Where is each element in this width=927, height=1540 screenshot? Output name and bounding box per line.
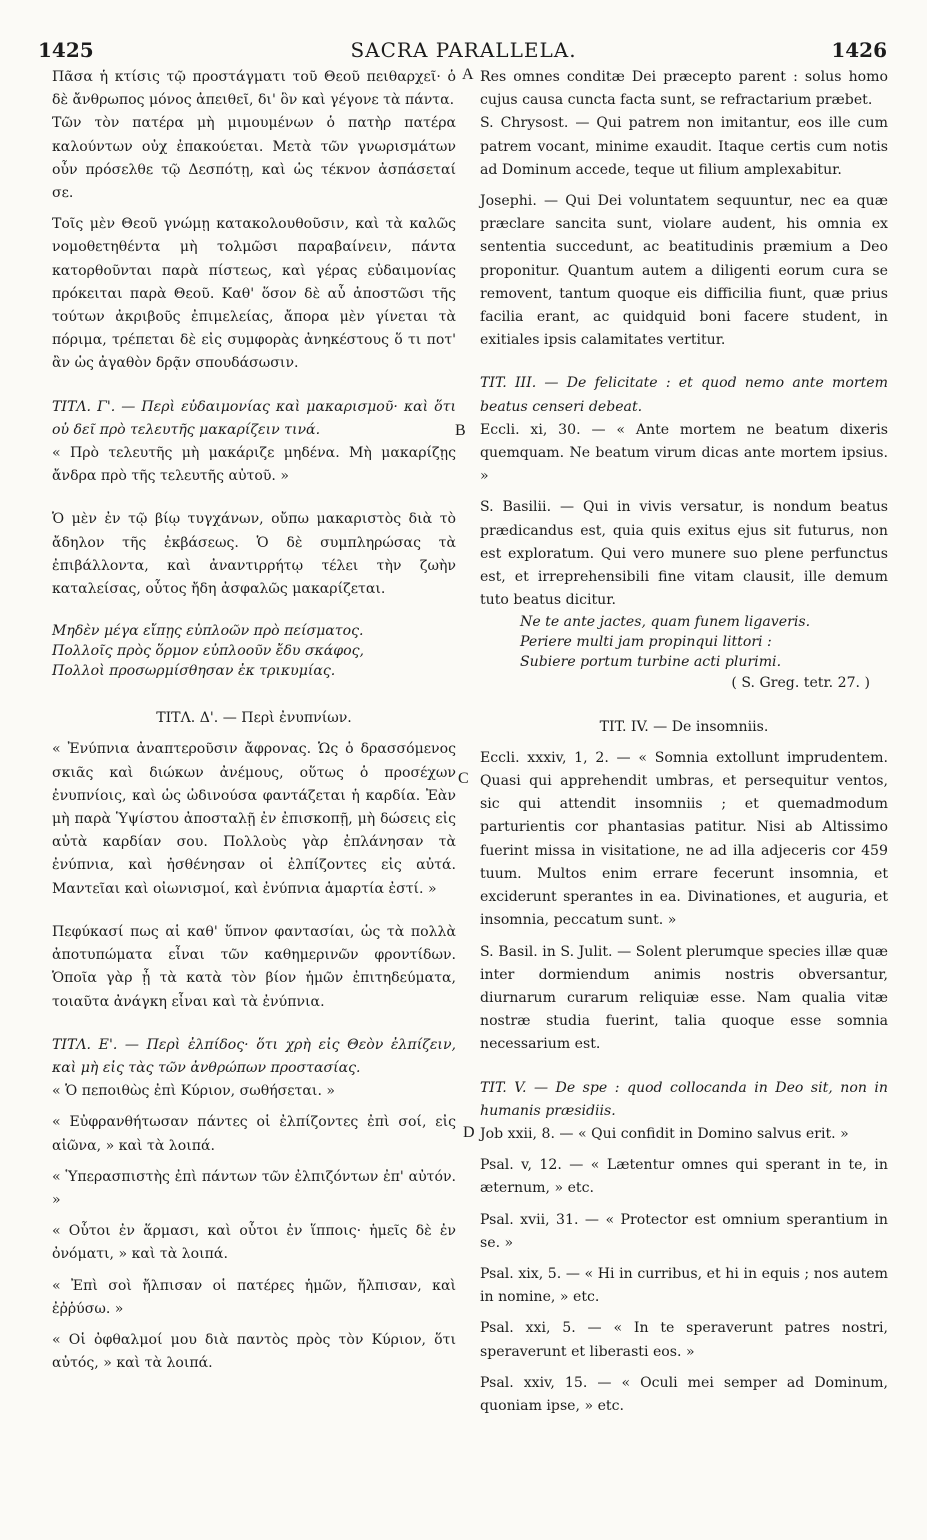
margin-letter-b: B (455, 422, 466, 439)
page-header (0, 0, 927, 64)
page-number-right: 1426 (831, 38, 887, 62)
greek-quotation: « Οἱ ὀφθαλμοί μου διὰ παντὸς πρὸς τὸν Κύριον, ὅτι αὐτός, » καὶ τὰ λοιπά. (52, 1331, 456, 1372)
greek-paragraph: Τοῖς μὲν Θεοῦ γνώμῃ κατακολουθοῦσιν, καὶ τὰ καλῶς νομοθετηθέντα μὴ τολμῶσι παραβαίνειν, πάντα κατορθοῦνται παρὰ πίστεως, καὶ γέρας εὐδαιμονίας πρόκειται παρὰ Θεοῦ. Καθ' ὅσον δὲ αὖ ἀποστῶσι τῆς τούτων ἀκριβοῦς ἐπιμελείας, ἄπορα μὲν γίνεται τὰ πόριμα, τρέπεται δὲ εἰς συμφορὰς ἀνηκέστους ὅ τι ποτ' ἂν ὡς ἀγαθὸν δρᾷν σπουδάσωσιν. (52, 216, 456, 372)
latin-verse-line: Periere multi jam propinqui littori : (520, 634, 772, 651)
latin-quotation: Eccli. xxxiv, 1, 2. — « Somnia extollunt imprudentem. Quasi qui apprehendit umbras, et persequitur ventos, sic qui attendit insomniis ; et quemadmodum parturientis cor phantasias patitur. Nisi ab Altissimo fuerint missa in visitatione, ne ad illa adjeceris cor 459 tuum. Multos enim errare fecerunt insomnia, et exciderunt sperantes in ea. Divinationes, et auguria, et insomnia, peccatum sunt. » (480, 749, 888, 929)
greek-section-heading: ΤΙΤΛ. Γ'. — Περὶ εὐδαιμονίας καὶ μακαρισμοῦ· καὶ ὅτι οὐ δεῖ πρὸ τελευτῆς μακαρίζειν τινά. (52, 398, 456, 438)
greek-paragraph: Πεφύκασί πως αἱ καθ' ὕπνον φαντασίαι, ὡς τὰ πολλὰ ἀποτυπώματα εἶναι τῶν καθημερινῶν φροντίδων. Ὁποῖα γὰρ ᾖ τὰ κατὰ τὸν βίον ἡμῶν ἐπιτηδεύματα, τοιαῦτα ἀνάγκη εἶναι καὶ τὰ ἐνύπνια. (52, 923, 456, 1010)
greek-quotation: « Πρὸ τελευτῆς μὴ μακάριζε μηδένα. Μὴ μακαρίζῃς ἄνδρα πρὸ τῆς τελευτῆς αὐτοῦ. » (52, 445, 456, 485)
latin-quotation: Eccli. xi, 30. — « Ante mortem ne beatum dixeris quemquam. Ne beatum virum dicas ante mortem ipsius. » (480, 421, 888, 485)
latin-quotation: Psal. xvii, 31. — « Protector est omnium sperantium in se. » (480, 1211, 888, 1251)
greek-section-heading: ΤΙΤΛ. Δ'. — Περὶ ἐνυπνίων. (156, 710, 352, 727)
greek-quotation: « Ὁ πεποιθὼς ἐπὶ Κύριον, σωθήσεται. » (52, 1083, 336, 1100)
running-title: SACRA PARALLELA. (350, 38, 577, 62)
latin-paragraph: Josephi. — Qui Dei voluntatem sequuntur, nec ea quæ præclare sancita sunt, violare audent, his omnia ex sententia succedunt, ac beatitudinis præmium a Deo proponitur. Quantum autem a diligenti eorum cura se removent, tantum quoque eis difficilia fiunt, quæ prius facilia erant, ac quidquid boni facere student, in exitiales ipsis calamitates vertitur. (480, 193, 888, 349)
latin-column (480, 66, 888, 1418)
latin-section-heading: TIT. III. — De felicitate : et quod nemo ante mortem beatus censeri debeat. (480, 375, 888, 415)
greek-column (52, 66, 456, 1375)
latin-quotation: Psal. xxi, 5. — « In te speraverunt patres nostri, speraverunt et liberasti eos. » (480, 1320, 888, 1360)
latin-quotation: Psal. xix, 5. — « Hi in curribus, et hi in equis ; nos autem in nomine, » etc. (480, 1265, 888, 1306)
latin-section-heading: TIT. V. — De spe : quod collocanda in Deo sit, non in humanis præsidiis. (480, 1079, 888, 1119)
latin-paragraph: S. Chrysost. — Qui patrem non imitantur, eos ille cum patrem vocant, minime exaudit. Itaque certis cum notis ad Dominum accede, teque ut filium amplexabitur. (480, 115, 888, 178)
margin-letter-d: D (463, 1124, 475, 1141)
latin-paragraph: S. Basilii. — Qui in vivis versatur, is nondum beatus prædicandus est, quia quis exitus ejus sit futurus, non est exploratum. Qui vero munere suo plene perfunctus est, et irreprehensibili fine vitam clausit, ille demum tuto beatus dicitur. (480, 499, 888, 609)
latin-verse-source: ( S. Greg. tetr. 27. ) (731, 675, 870, 692)
greek-verse-line: Μηδὲν μέγα εἴπῃς εὐπλοῶν πρὸ πείσματος. (52, 623, 364, 640)
greek-verse-line: Πολλοῖς πρὸς ὅρμον εὐπλοοῦν ἔδυ σκάφος, (52, 643, 365, 660)
latin-verse-line: Subiere portum turbine acti plurimi. (520, 654, 782, 671)
greek-quotation: « Εὐφρανθήτωσαν πάντες οἱ ἐλπίζοντες ἐπὶ σοί, εἰς αἰῶνα, » καὶ τὰ λοιπά. (52, 1114, 456, 1154)
latin-quotation: Psal. v, 12. — « Lætentur omnes qui sperant in te, in æternum, » etc. (480, 1157, 888, 1197)
latin-paragraph: Res omnes conditæ Dei præcepto parent : solus homo cujus causa cuncta facta sunt, se refractarium præbet. (480, 69, 888, 109)
greek-paragraph: Τῶν τὸν πατέρα μὴ μιμουμένων ὁ πατὴρ πατέρα καλούντων οὐχ ἐπακούεται. Μετὰ τῶν γνωρισμάτων οὖν πρόσελθε τῷ Δεσπότῃ, καὶ ὡς τέκνον ἀσπάσεταί σε. (52, 115, 456, 202)
greek-verse-line: Πολλοὶ προσωρμίσθησαν ἐκ τρικυμίας. (52, 663, 336, 680)
greek-quotation: « Οὗτοι ἐν ἅρμασι, καὶ οὗτοι ἐν ἵπποις· ἡμεῖς δὲ ἐν ὀνόματι, » καὶ τὰ λοιπά. (52, 1223, 456, 1263)
latin-quotation: Psal. xxiv, 15. — « Oculi mei semper ad Dominum, quoniam ipse, » etc. (480, 1374, 888, 1414)
latin-paragraph: S. Basil. in S. Julit. — Solent plerumque species illæ quæ inter dormiendum animis nostris obversantur, diurnarum curarum reliquiæ esse. Nam qualia vitæ nostræ studia fuerint, talia quoque esse somnia necessarium est. (480, 943, 888, 1053)
greek-quotation: « Ἐνύπνια ἀναπτεροῦσιν ἄφρονας. Ὡς ὁ δρασσόμενος σκιᾶς καὶ διώκων ἀνέμους, οὕτως ὁ προσέχων ἐνυπνίοις, καὶ ὡς ὠδινούσα φαντάζεται ἡ καρδία. Ἐὰν μὴ παρὰ Ὑψίστου ἀποσταλῇ ἐν ἐπισκοπῇ, μὴ δώσεις εἰς αὐτὰ καρδίαν σου. Πολλοὺς γὰρ ἐπλάνησαν τὰ ἐνύπνια, καὶ ἠσθένησαν οἱ ἐλπίζοντες εἰς αὐτά. Μαντεῖαι καὶ οἰωνισμοί, καὶ ἐνύπνια ἁμαρτία ἐστί. » (52, 741, 456, 897)
greek-quotation: « Ἐπὶ σοὶ ἤλπισαν οἱ πατέρες ἡμῶν, ἤλπισαν, καὶ ἐῤῥύσω. » (52, 1277, 456, 1317)
greek-section-heading: ΤΙΤΛ. Ε'. — Περὶ ἐλπίδος· ὅτι χρὴ εἰς Θεὸν ἐλπίζειν, καὶ μὴ εἰς τὰς τῶν ἀνθρώπων προστασίας. (52, 1036, 456, 1076)
margin-letter-c: C (458, 770, 469, 787)
margin-letter-a: A (462, 66, 474, 83)
page-number-left: 1425 (38, 38, 94, 62)
latin-section-heading: TIT. IV. — De insomniis. (599, 718, 769, 735)
greek-paragraph: Ὁ μὲν ἐν τῷ βίῳ τυγχάνων, οὔπω μακαριστὸς διὰ τὸ ἄδηλον τῆς ἐκβάσεως. Ὁ δὲ συμπληρώσας τὰ ἐπιβάλλοντα, καὶ ἀναντιρρήτῳ τέλει τὴν ζωὴν καταλείσας, οὗτος ἤδη ἀσφαλῶς μακαρίζεται. (52, 511, 456, 598)
greek-paragraph: Πᾶσα ἡ κτίσις τῷ προστάγματι τοῦ Θεοῦ πειθαρχεῖ· ὁ δὲ ἄνθρωπος μόνος ἀπειθεῖ, δι' ὃν καὶ γέγονε τὰ πάντα. (52, 69, 456, 109)
latin-verse-line: Ne te ante jactes, quam funem ligaveris. (520, 614, 811, 631)
greek-quotation: « Ὑπερασπιστὴς ἐπὶ πάντων τῶν ἐλπιζόντων ἐπ' αὐτόν. » (52, 1168, 456, 1208)
latin-quotation: Job xxii, 8. — « Qui confidit in Domino salvus erit. » (480, 1125, 849, 1142)
